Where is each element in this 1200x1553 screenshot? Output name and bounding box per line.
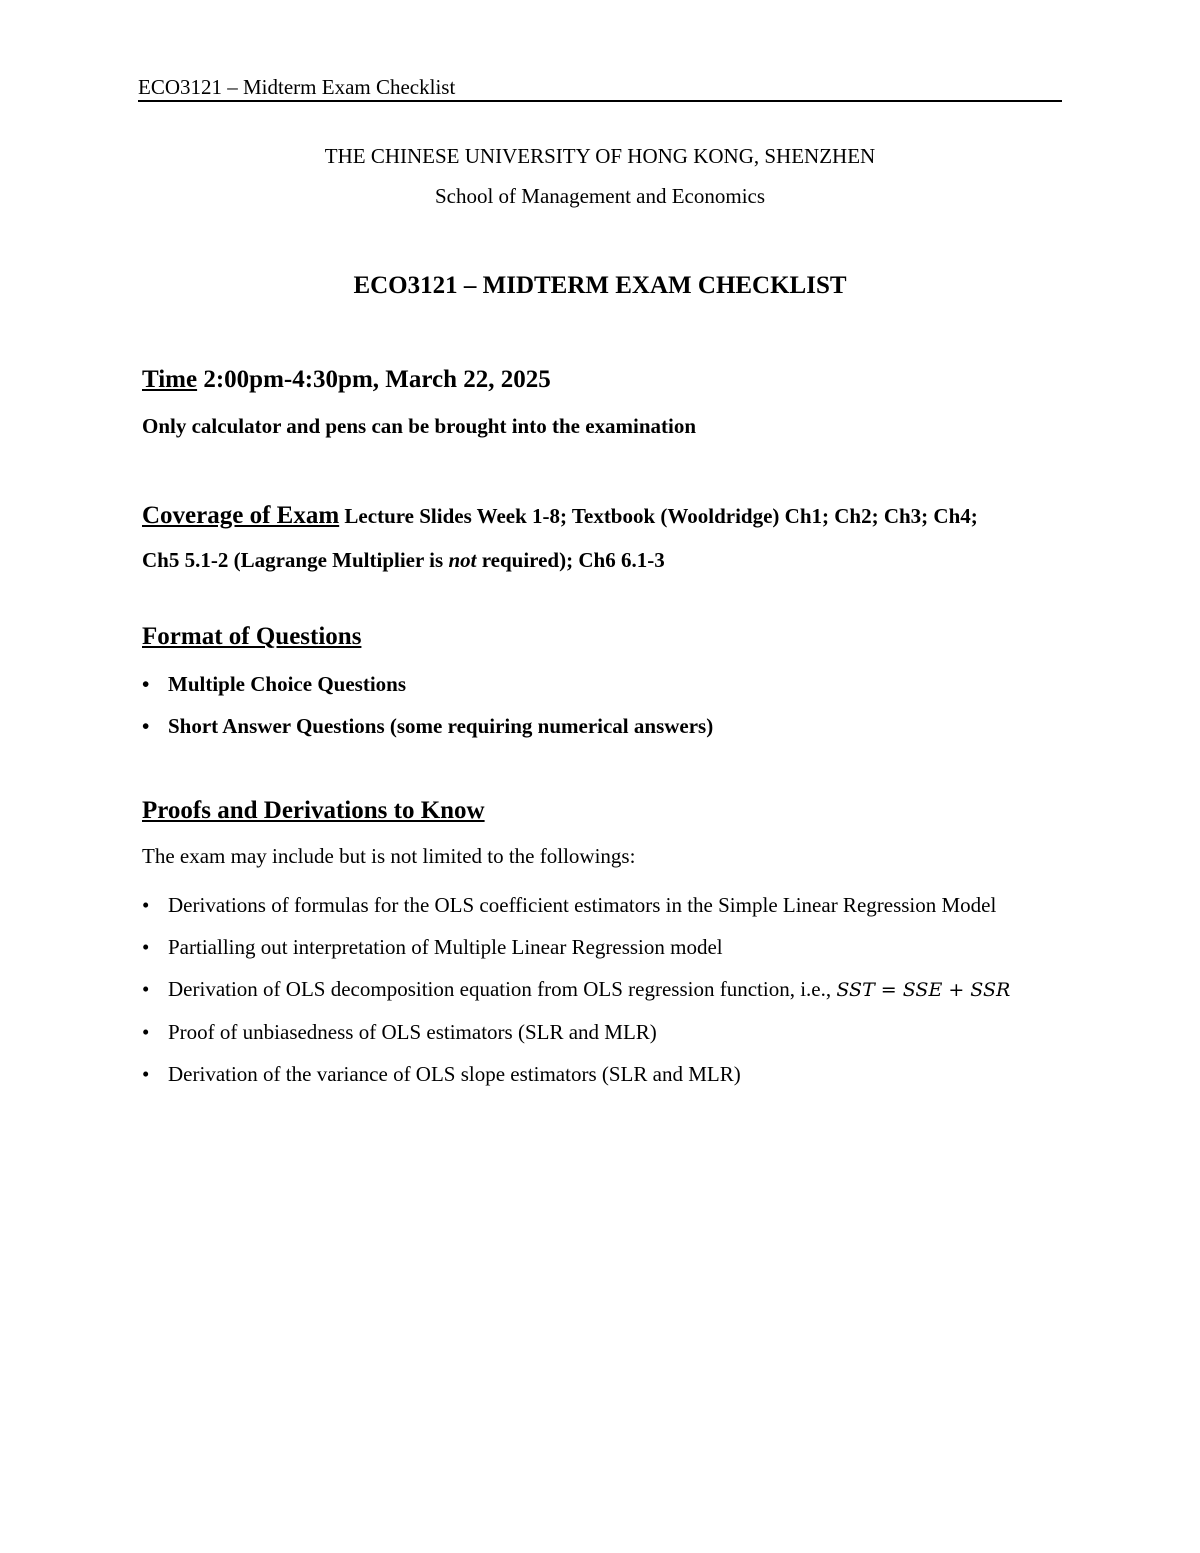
proofs-list [142, 884, 1067, 1095]
bullet-icon: • [142, 1020, 150, 1044]
allowed-items-note: Only calculator and pens can be brought into the examination [142, 414, 697, 438]
coverage-line2-b: required); Ch6 6.1-3 [476, 548, 665, 572]
running-header: ECO3121 – Midterm Exam Checklist [138, 74, 1062, 102]
list-item: • Short Answer Questions (some requiring numerical answers) [142, 714, 714, 738]
school-name: School of Management and Economics [434, 184, 766, 208]
proofs-intro: The exam may include but is not limited to the followings: [142, 844, 636, 868]
time-line [142, 366, 1067, 394]
format-list [142, 672, 1067, 756]
list-item: • Derivation of the variance of OLS slope estimators (SLR and MLR) [142, 1053, 1067, 1095]
list-item: • Derivations of formulas for the OLS coefficient estimators in the Simple Linear Regression Model [142, 884, 1067, 926]
coverage-label: Coverage of Exam [142, 502, 340, 529]
coverage-line2-a: Ch5 5.1-2 (Lagrange Multiplier is [142, 548, 449, 572]
list-item: • Proof of unbiasedness of OLS estimators (SLR and MLR) [142, 1011, 1067, 1053]
bullet-icon: • [142, 893, 150, 917]
bullet-icon: • [142, 977, 150, 1001]
proofs-heading: Proofs and Derivations to Know [142, 797, 485, 824]
coverage-section [142, 494, 1067, 582]
university-name: THE CHINESE UNIVERSITY OF HONG KONG, SHENZHEN [324, 144, 876, 168]
document-title: ECO3121 – MIDTERM EXAM CHECKLIST [353, 272, 847, 299]
format-heading: Format of Questions [142, 623, 362, 650]
bullet-icon: • [142, 935, 150, 959]
list-item: • Partialling out interpretation of Multiple Linear Regression model [142, 926, 1067, 968]
coverage-line2-emphasis: not [448, 548, 477, 572]
time-value: 2:00pm-4:30pm, March 22, 2025 [203, 366, 551, 393]
list-item: • Derivation of OLS decomposition equation from OLS regression function, i.e., SST = SSE + SSR [142, 968, 1067, 1011]
list-item: • Multiple Choice Questions [142, 672, 407, 696]
coverage-line1: Lecture Slides Week 1-8; Textbook (Wooldridge) Ch1; Ch2; Ch3; Ch4; [344, 504, 978, 528]
bullet-icon: • [142, 714, 150, 738]
bullet-icon: • [142, 1062, 150, 1086]
time-label: Time [142, 366, 198, 393]
bullet-icon: • [142, 672, 150, 696]
decomposition-equation: SST = SSE + SSR [836, 979, 1011, 1001]
